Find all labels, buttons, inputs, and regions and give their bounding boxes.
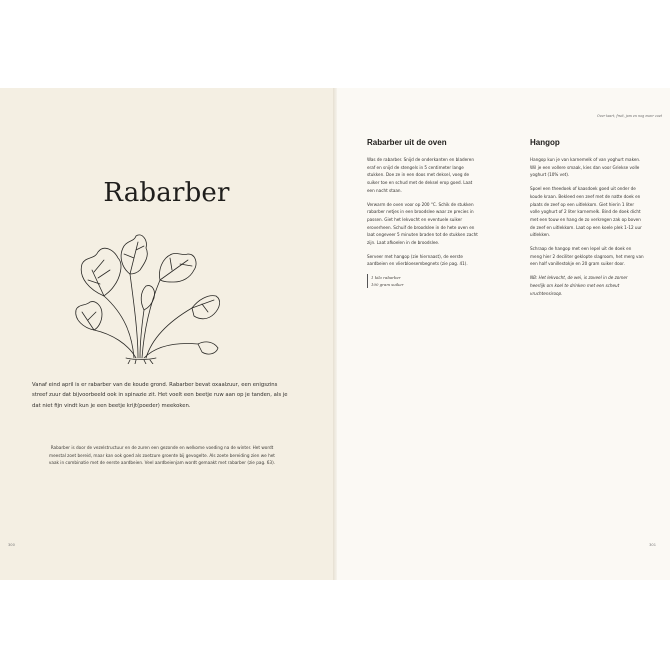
page-number-left: 300 [8,543,15,547]
ingredient-item: 100 gram suiker [371,282,404,288]
recipe-paragraph: Verwarm de oven voor op 200 °C. Schik de stukken rabarber netjes in een broodslee waar ze precies in passen. Giet het lekvocht en eventuele suiker eroverheen. Schuif de broodslee in de hete oven en laat ongeveer 5 minuten braden tot de stukken zacht zijn. Laat afkoelen in de broodslee. [367,201,478,246]
right-page [337,88,670,580]
recipe-paragraph: Spoel een theedoek of kaasdoek goed uit onder de koude kraan. Bekleed een zeef met de natte doek en plaats de zeef op een uitlekkom. Giet hierin 1 liter volle yoghurt of 2 liter karnemelk. Bind de doek dicht met een touw en hang de zo verkregen zak op boven de zeef en uitlekkom. Laat op een koele plek 1-12 uur uitlekken. [530,186,642,238]
page-title: Rabarber [103,178,230,208]
intro-small-text: Rabarber is door de vezelstructuur en de zuren een gezonde en welkome voeding na de winter. Het wordt meestal zoet bereid, maar kan ook goed als zoetzure groente bij gevogelte. Als zoete bereiding zien we het vaak in combinatie met de eerste aardbeien. Veel aardbeienjam wordt gemaakt met rabarber (zie pag. 63). [48,445,276,466]
recipe-paragraph: Was de rabarber. Snijd de onderkanten en bladeren eraf en snijd de stengels in 5 centimeter lange stukken. Doe ze in een doos met deksel, voeg de suiker toe en schud met de deksel erop goed. Laat een nacht staan. [367,157,474,193]
recipe-hangop [530,138,644,303]
rhubarb-illustration [64,234,226,364]
page-number-right: 301 [649,543,656,547]
left-page [0,88,333,580]
recipe-paragraph: Schraap de hangop met een lepel uit de doek en meng hier 2 deciliter geklopte slagroom, het merg van een half vanillestokje en 20 gram suiker door. [530,246,644,267]
running-head: Over taart, fruit, jam en nog meer zoet [597,114,662,118]
recipe-title: Hangop [530,138,560,147]
recipe-paragraph: Serveer met hangop (zie hiernaast), de eerste aardbeien en vlierbloesembegnets (zie pag. 41). [367,253,468,267]
ingredient-list [367,274,481,288]
recipe-note: NB: Het lekvocht, de wei, is zoveel in de zomer heerlijk om koel te drinken met een scheut vruchtensiroop. [530,275,628,296]
recipe-rabarber-uit-de-oven [367,138,481,288]
recipe-paragraph: Hangop kun je van karnemelk of van yoghurt maken. Wil je een vollere smaak, kies dan voor Griekse volle yoghurt (10% vet). [530,157,641,178]
intro-text: Vanaf eind april is er rabarber van de koude grond. Rabarber bevat oxaalzuur, een enigszins streef zuur dat bijvoorbeeld ook in spinazie zit. Het voelt een beetje ruw aan op je tanden, als je dat niet fijn vindt kun je een beetje krijt(poeder) meekoken. [32,382,288,409]
recipe-title: Rabarber uit de oven [367,138,447,147]
ingredient-item: 1 kilo rabarber [371,275,401,281]
